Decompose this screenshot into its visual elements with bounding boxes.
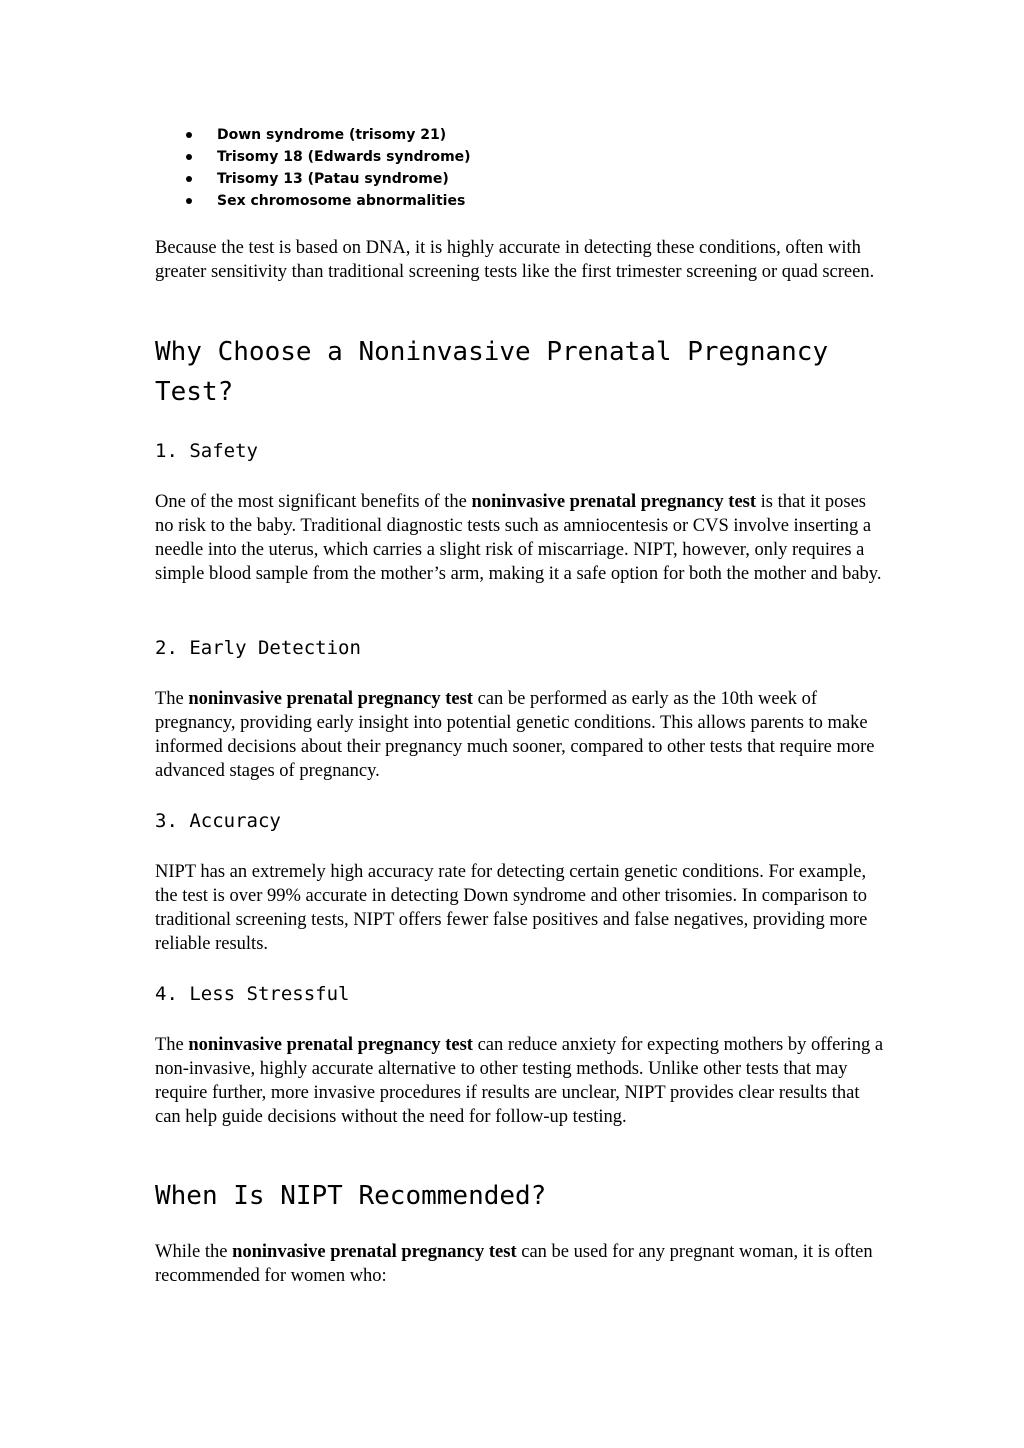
paragraph-text: can be performed as early as the 10th week of pregnancy, providing early insight into potential genetic conditions. This allows parents to make informed decisions about their pregnancy much sooner, compared to other tests that require more advanced stages of pregnancy. (155, 689, 875, 781)
early-detection-heading: 2. Early Detection (155, 637, 361, 659)
when-recommended-paragraph (155, 1240, 885, 1288)
bold-phrase: noninvasive prenatal pregnancy test (188, 1035, 473, 1055)
less-stressful-paragraph (155, 1033, 885, 1129)
list-item-text: Trisomy 18 (Edwards syndrome) (217, 149, 471, 165)
less-stressful-heading: 4. Less Stressful (155, 983, 350, 1005)
paragraph-text: is that it poses no risk to the baby. Traditional diagnostic tests such as amniocentesis or CVS involve inserting a needle into the uterus, which carries a slight risk of miscarriage. NIPT, however, only requires a simple blood sample from the mother’s arm, making it a safe option for both the mother and baby. (155, 492, 882, 584)
list-item-text: Sex chromosome abnormalities (217, 193, 466, 209)
why-choose-heading: Why Choose a Noninvasive Prenatal Pregnancy Test? (155, 337, 829, 407)
when-recommended-heading: When Is NIPT Recommended? (155, 1181, 547, 1211)
bold-phrase: noninvasive prenatal pregnancy test (471, 492, 757, 512)
bullet-icon (186, 132, 192, 138)
list-item-text: Down syndrome (trisomy 21) (217, 127, 447, 143)
safety-heading: 1. Safety (155, 440, 258, 462)
early-detection-paragraph (155, 687, 885, 783)
condition-list (186, 124, 471, 212)
paragraph-text: One of the most significant benefits of the (155, 492, 472, 512)
paragraph-text: can be used for any pregnant woman, it is often recommended for women who: (155, 1242, 873, 1286)
safety-paragraph (155, 490, 885, 586)
paragraph-text: The (155, 689, 189, 709)
bold-phrase: noninvasive prenatal pregnancy test (232, 1242, 517, 1262)
list-item (186, 190, 471, 212)
bullet-icon (186, 176, 192, 182)
bold-phrase: noninvasive prenatal pregnancy test (188, 689, 473, 709)
list-item (186, 168, 471, 190)
intro-paragraph: Because the test is based on DNA, it is highly accurate in detecting these conditions, often with greater sensitivity than traditional screening tests like the first trimester screening or quad screen. (155, 238, 875, 282)
paragraph-text: While the (155, 1242, 233, 1262)
paragraph-text: The (155, 1035, 189, 1055)
paragraph-text: can reduce anxiety for expecting mothers by offering a non-invasive, highly accurate alternative to other testing methods. Unlike other tests that may require further, more invasive procedures if results are unclear, NIPT provides clear results that can help guide decisions without the need for follow-up testing. (155, 1035, 884, 1127)
list-item (186, 146, 471, 168)
bullet-icon (186, 198, 192, 204)
bullet-icon (186, 154, 192, 160)
accuracy-paragraph: NIPT has an extremely high accuracy rate for detecting certain genetic conditions. For example, the test is over 99% accurate in detecting Down syndrome and other trisomies. In comparison to traditional screening tests, NIPT offers fewer false positives and false negatives, providing more reliable results. (155, 862, 868, 954)
list-item-text: Trisomy 13 (Patau syndrome) (217, 171, 449, 187)
accuracy-heading: 3. Accuracy (155, 810, 281, 832)
list-item (186, 124, 471, 146)
